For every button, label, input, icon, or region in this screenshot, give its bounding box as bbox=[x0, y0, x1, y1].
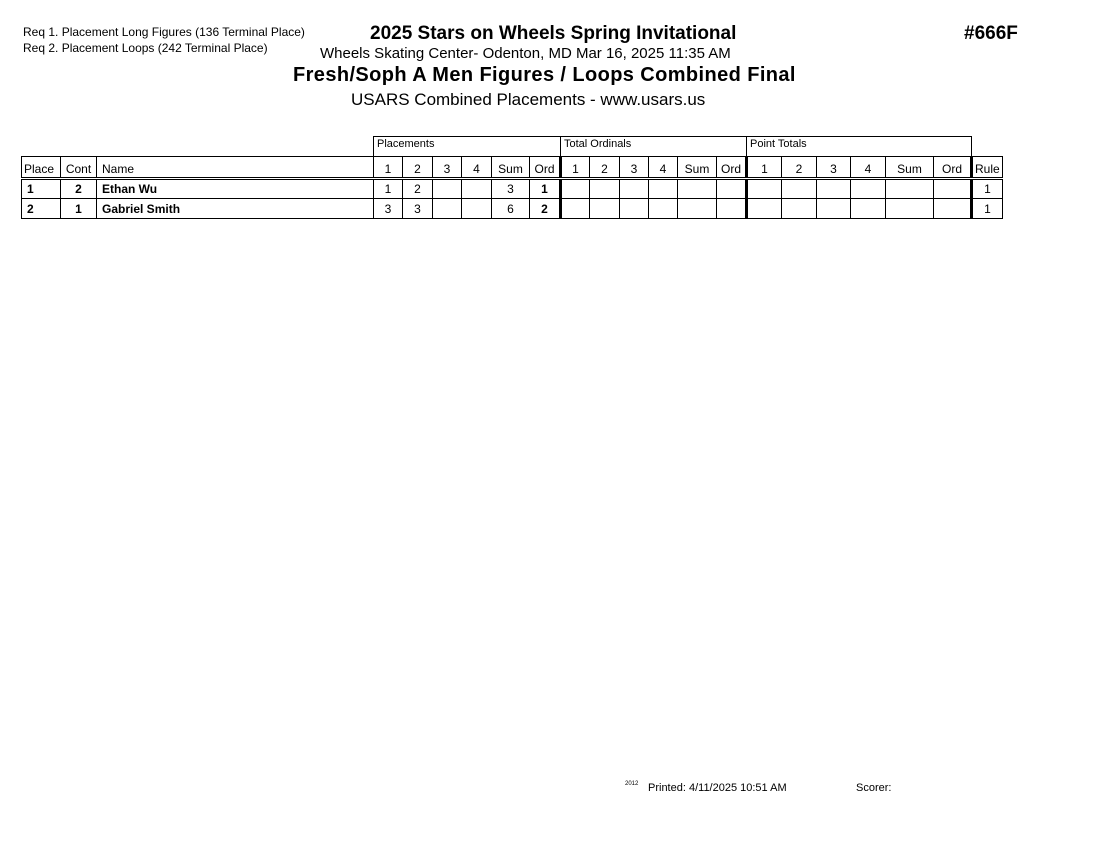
results-table bbox=[21, 136, 1003, 219]
col-placement-sum: Sum bbox=[492, 157, 530, 179]
table-row bbox=[22, 199, 1003, 219]
cell-ordinal-1 bbox=[561, 199, 590, 219]
cell-ordinal-ord bbox=[717, 199, 747, 219]
cell-points-4 bbox=[851, 199, 886, 219]
cell-placement-2: 3 bbox=[403, 199, 433, 219]
event-title: 2025 Stars on Wheels Spring Invitational bbox=[370, 23, 737, 44]
col-cont: Cont bbox=[61, 157, 97, 179]
cell-points-4 bbox=[851, 179, 886, 199]
cell-ordinal-sum bbox=[678, 179, 717, 199]
cell-ordinal-2 bbox=[590, 199, 620, 219]
group-point-totals: Point Totals bbox=[747, 137, 972, 157]
col-placement-ord: Ord bbox=[530, 157, 561, 179]
cell-ordinal-4 bbox=[649, 179, 678, 199]
col-placement-4: 4 bbox=[462, 157, 492, 179]
cell-placement-1: 1 bbox=[374, 179, 403, 199]
competition-title: Fresh/Soph A Men Figures / Loops Combined Final bbox=[293, 64, 796, 86]
group-total-ordinals: Total Ordinals bbox=[561, 137, 747, 157]
cell-placement-sum: 3 bbox=[492, 179, 530, 199]
col-ordinal-ord: Ord bbox=[717, 157, 747, 179]
cell-placement-4 bbox=[462, 179, 492, 199]
footer-code: 2012 bbox=[625, 781, 639, 787]
column-header-row bbox=[22, 157, 1003, 179]
cell-points-ord bbox=[934, 199, 972, 219]
scorer-label: Scorer: bbox=[856, 782, 892, 794]
cell-placement-1: 3 bbox=[374, 199, 403, 219]
cell-rule: 1 bbox=[972, 179, 1003, 199]
cell-ordinal-2 bbox=[590, 179, 620, 199]
cell-cont: 2 bbox=[61, 179, 97, 199]
venue-date-line: Wheels Skating Center- Odenton, MD Mar 16, 2025 11:35 AM bbox=[320, 45, 731, 62]
cell-points-2 bbox=[782, 179, 817, 199]
cell-ordinal-1 bbox=[561, 179, 590, 199]
col-points-3: 3 bbox=[817, 157, 851, 179]
cell-place: 1 bbox=[22, 179, 61, 199]
cell-ordinal-3 bbox=[620, 199, 649, 219]
col-place: Place bbox=[22, 157, 61, 179]
cell-ordinal-4 bbox=[649, 199, 678, 219]
col-points-sum: Sum bbox=[886, 157, 934, 179]
col-placement-1: 1 bbox=[374, 157, 403, 179]
cell-name: Ethan Wu bbox=[97, 179, 374, 199]
group-spacer-rule bbox=[972, 137, 1003, 157]
cell-placement-4 bbox=[462, 199, 492, 219]
cell-place: 2 bbox=[22, 199, 61, 219]
cell-placement-2: 2 bbox=[403, 179, 433, 199]
cell-points-1 bbox=[747, 179, 782, 199]
col-points-2: 2 bbox=[782, 157, 817, 179]
event-number: #666F bbox=[964, 23, 1018, 44]
cell-points-sum bbox=[886, 199, 934, 219]
cell-points-3 bbox=[817, 199, 851, 219]
cell-ordinal-ord bbox=[717, 179, 747, 199]
cell-points-sum bbox=[886, 179, 934, 199]
col-name: Name bbox=[97, 157, 374, 179]
placements-subtitle: USARS Combined Placements - www.usars.us bbox=[351, 90, 706, 109]
printed-timestamp: Printed: 4/11/2025 10:51 AM bbox=[648, 782, 787, 794]
col-placement-2: 2 bbox=[403, 157, 433, 179]
cell-points-ord bbox=[934, 179, 972, 199]
cell-ordinal-sum bbox=[678, 199, 717, 219]
cell-placement-3 bbox=[433, 179, 462, 199]
cell-placement-sum: 6 bbox=[492, 199, 530, 219]
col-points-4: 4 bbox=[851, 157, 886, 179]
col-points-ord: Ord bbox=[934, 157, 972, 179]
col-rule: Rule bbox=[972, 157, 1003, 179]
col-ordinal-2: 2 bbox=[590, 157, 620, 179]
col-ordinal-1: 1 bbox=[561, 157, 590, 179]
col-placement-3: 3 bbox=[433, 157, 462, 179]
group-spacer bbox=[22, 137, 374, 157]
col-ordinal-sum: Sum bbox=[678, 157, 717, 179]
group-placements: Placements bbox=[374, 137, 561, 157]
cell-cont: 1 bbox=[61, 199, 97, 219]
col-ordinal-3: 3 bbox=[620, 157, 649, 179]
group-header-row bbox=[22, 137, 1003, 157]
cell-placement-ord: 2 bbox=[530, 199, 561, 219]
cell-ordinal-3 bbox=[620, 179, 649, 199]
col-ordinal-4: 4 bbox=[649, 157, 678, 179]
cell-points-1 bbox=[747, 199, 782, 219]
requirement-2: Req 2. Placement Loops (242 Terminal Place) bbox=[23, 41, 268, 55]
cell-points-3 bbox=[817, 179, 851, 199]
col-points-1: 1 bbox=[747, 157, 782, 179]
cell-name: Gabriel Smith bbox=[97, 199, 374, 219]
cell-placement-ord: 1 bbox=[530, 179, 561, 199]
requirement-1: Req 1. Placement Long Figures (136 Terminal Place) bbox=[23, 25, 305, 39]
cell-placement-3 bbox=[433, 199, 462, 219]
cell-rule: 1 bbox=[972, 199, 1003, 219]
table-row bbox=[22, 179, 1003, 199]
cell-points-2 bbox=[782, 199, 817, 219]
